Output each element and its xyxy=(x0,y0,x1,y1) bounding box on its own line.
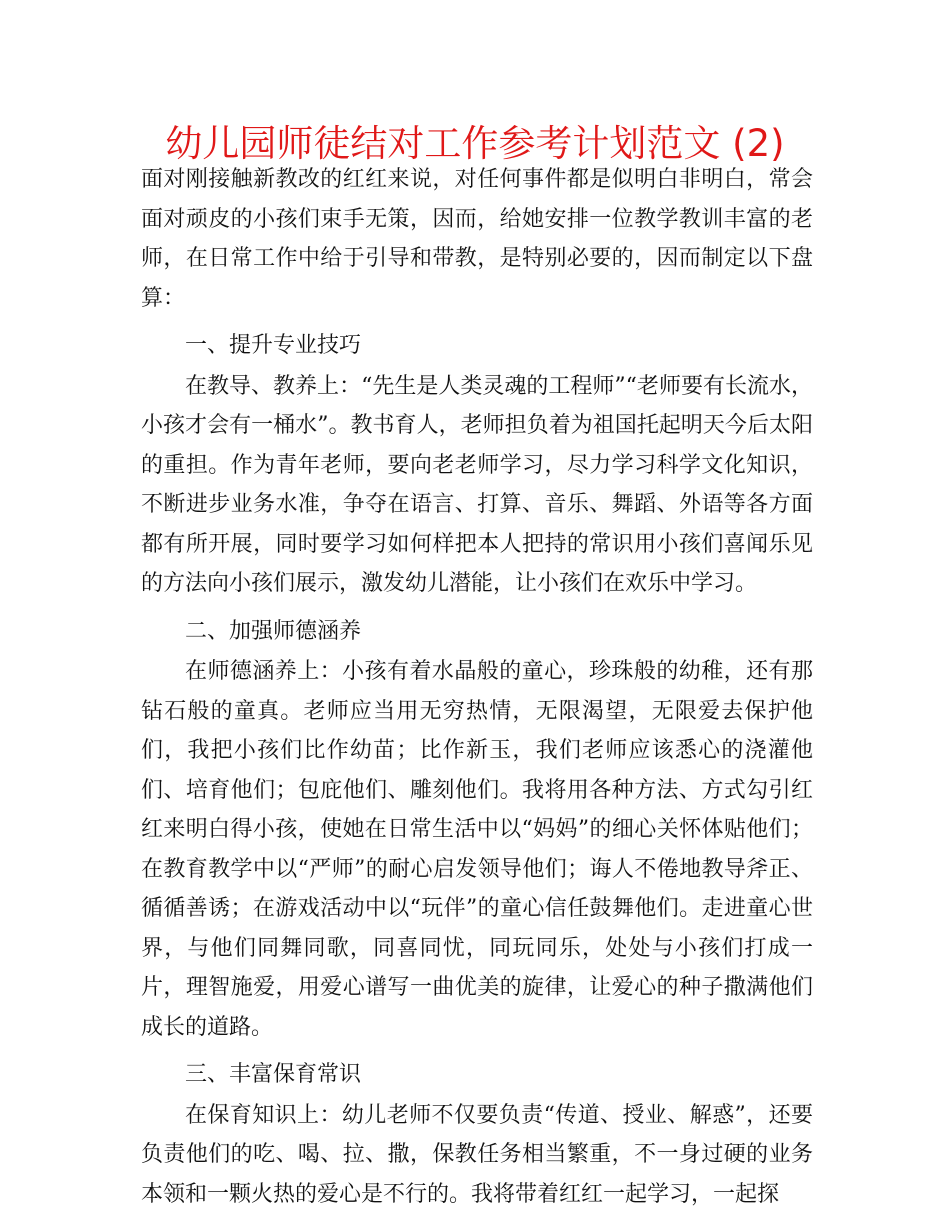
section-paragraph-2: 在师德涵养上：小孩有着水晶般的童心，珍珠般的幼稚，还有那钻石般的童真。老师应当用无穷热情，无限渴望，无限爱去保护他们，我把小孩们比作幼苗；比作新玉，我们老师应该悉心的浇灌他们、培育他们；包庇他们、雕刻他们。我将用各种方法、方式勾引红红来明白得小孩，使她在日常生活中以“妈妈”的细心关怀体贴他们；在教育教学中以“严师”的耐心启发领导他们；诲人不倦地教导斧正、循循善诱；在游戏活动中以“玩伴”的童心信任鼓舞他们。走进童心世界，与他们同舞同歌，同喜同忧，同玩同乐，处处与小孩们打成一片，理智施爱，用爱心谱写一曲优美的旋律，让爱心的种子撒满他们成长的道路。 xyxy=(141,659,813,1040)
section-paragraph-1: 在教导、教养上：“先生是人类灵魂的工程师”“老师要有长流水，小孩才会有一桶水”。教书育人，老师担负着为祖国托起明天今后太阳的重担。作为青年老师，要向老老师学习，尽力学习科学文化知识，不断进步业务水准，争夺在语言、打算、音乐、舞蹈、外语等各方面都有所开展，同时要学习如何样把本人把持的常识用小孩们喜闻乐见的方法向小孩们展示，激发幼儿潜能，让小孩们在欢乐中学习。 xyxy=(141,373,813,596)
document-body xyxy=(141,160,813,1214)
section-paragraph-3: 在保育知识上：幼儿老师不仅要负责“传道、授业、解惑”，还要负责他们的吃、喝、拉、撒，保教任务相当繁重，不一身过硬的业务本领和一颗火热的爱心是不行的。我将带着红红一起学习，一起探 xyxy=(141,1102,813,1207)
section-heading-2: 二、加强师德涵养 xyxy=(185,618,362,644)
intro-paragraph: 面对刚接触新教改的红红来说，对任何事件都是似明白非明白，常会面对顽皮的小孩们束手无策，因而，给她安排一位教学教训丰富的老师，在日常工作中给于引导和带教，是特别必要的，因而制定以下盘算： xyxy=(141,167,813,311)
section-heading-3: 三、丰富保育常识 xyxy=(185,1062,362,1087)
section-heading-1: 一、提升专业技巧 xyxy=(185,333,362,358)
document-title: 幼儿园师徒结对工作参考计划范文 (2) xyxy=(165,122,785,165)
